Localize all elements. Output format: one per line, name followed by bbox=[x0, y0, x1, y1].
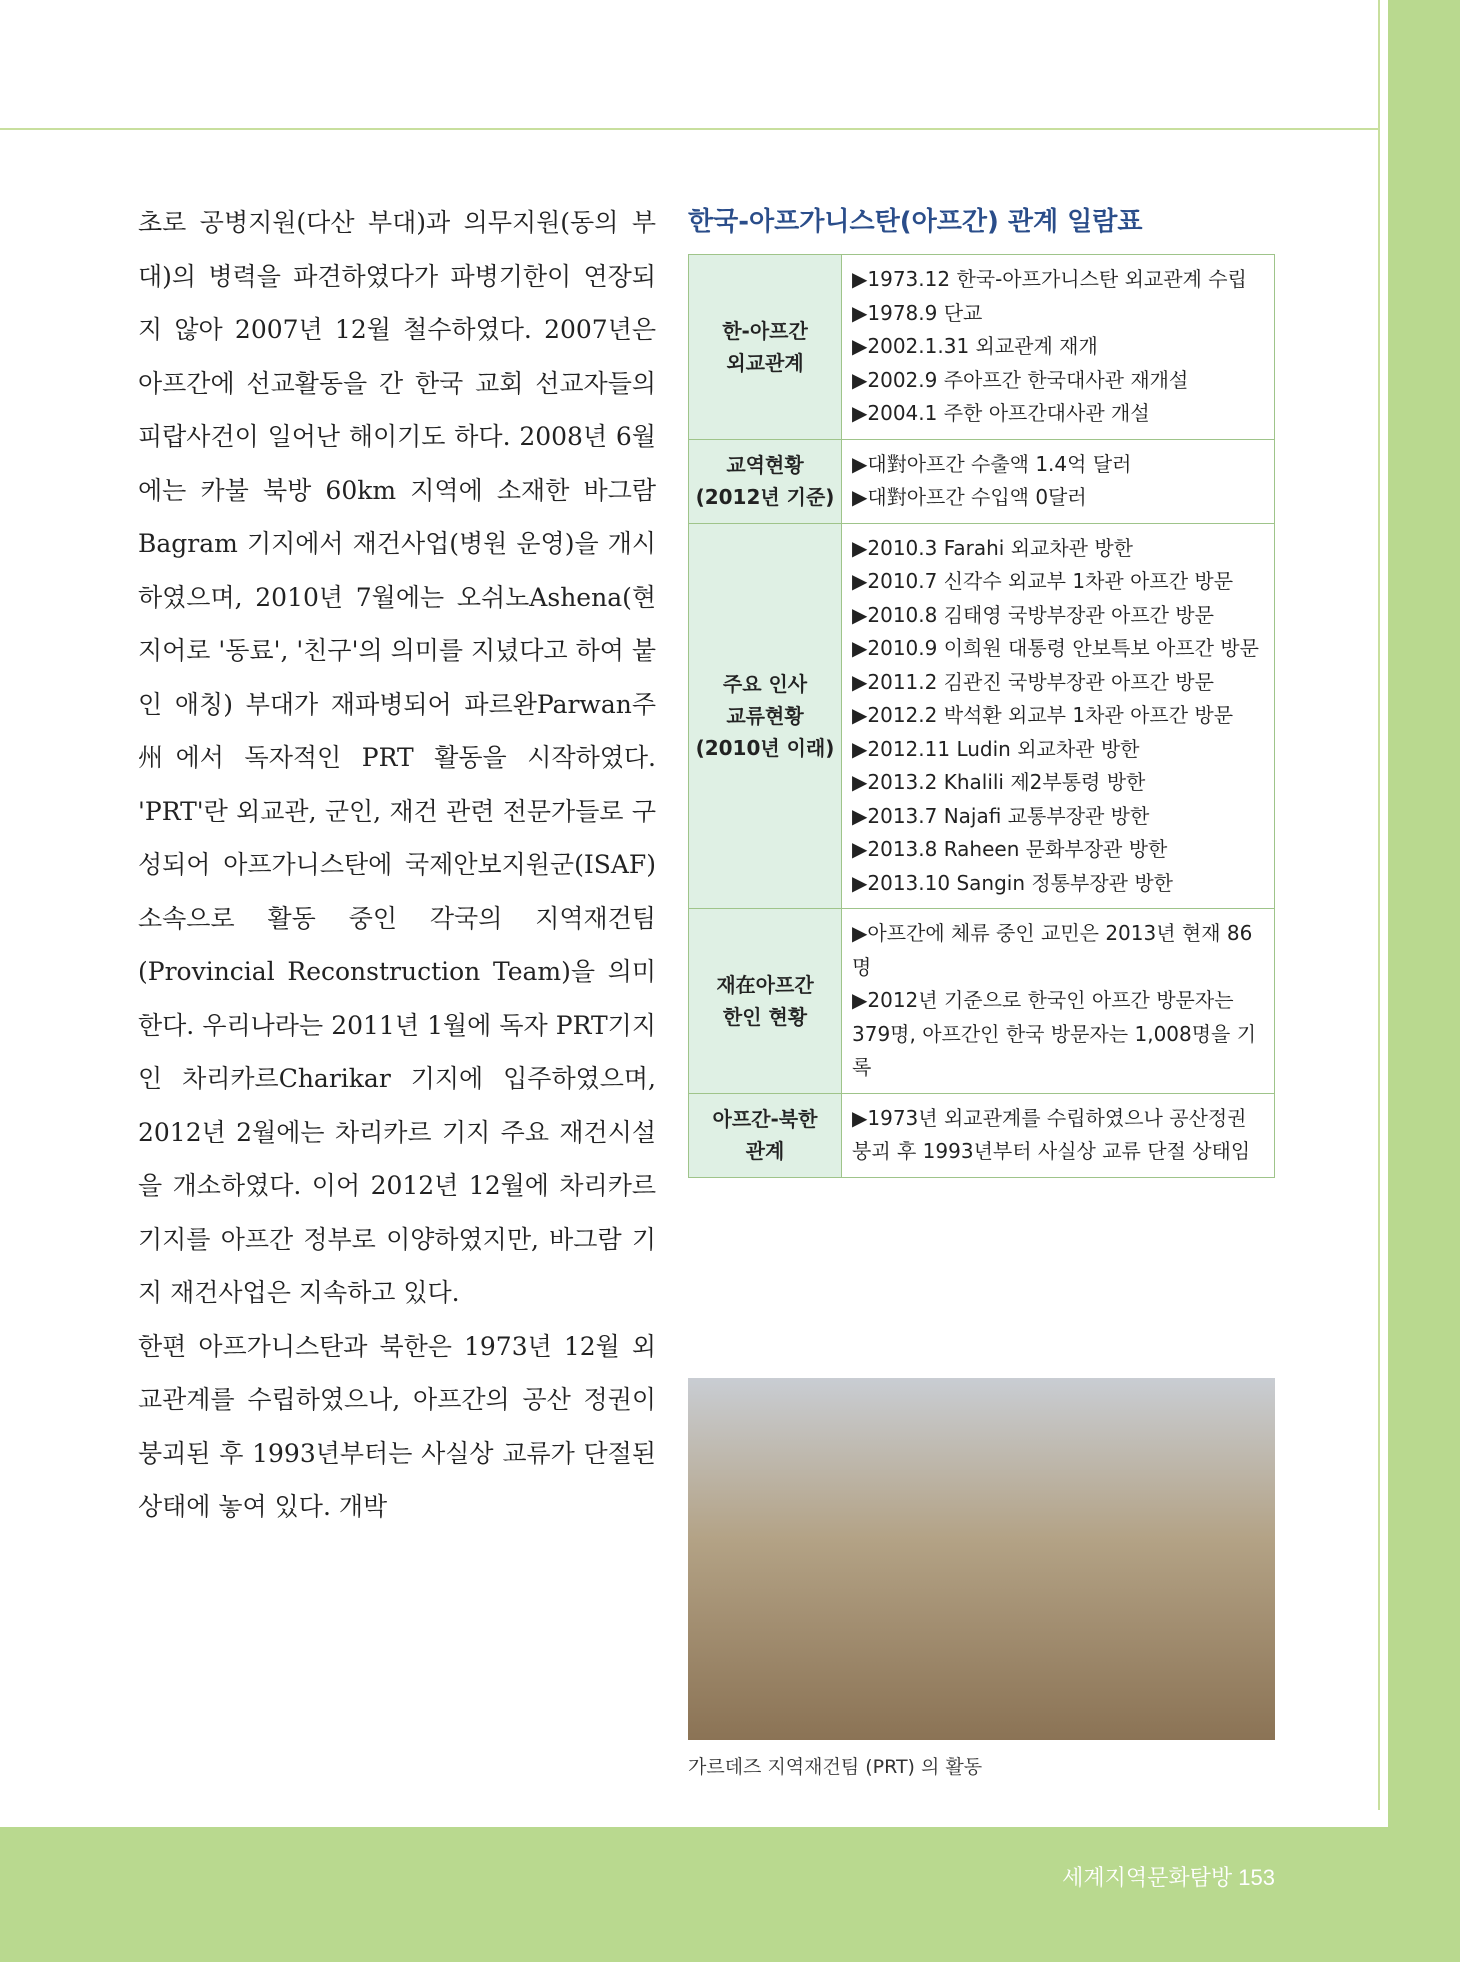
row-content: ▶1973.12 한국-아프가니스탄 외교관계 수립 ▶1978.9 단교 ▶2002.1.31 외교관계 재개 ▶2002.9 주아프간 한국대사관 재개설 ▶2004.1 주한 아프간대사관 개설 bbox=[842, 255, 1275, 440]
footer-page-label: 세계지역문화탐방 153 bbox=[1062, 1865, 1275, 1890]
row-label: 재在아프간 한인 현황 bbox=[689, 909, 842, 1094]
footer-band bbox=[0, 1827, 1460, 1962]
body-column bbox=[138, 196, 656, 1534]
table-row bbox=[689, 523, 1275, 909]
table-row bbox=[689, 255, 1275, 440]
row-content: ▶2010.3 Farahi 외교차관 방한 ▶2010.7 신각수 외교부 1차관 아프간 방문 ▶2010.8 김태영 국방부장관 아프간 방문 ▶2010.9 이희원 대통령 안보특보 아프간 방문 ▶2011.2 김관진 국방부장관 아프간 방문 ▶2012.2 박석환 외교부 1차관 아프간 방문 ▶2012.11 Ludin 외교차관 방한 ▶2013.2 Khalili 제2부통령 방한 ▶2013.7 Najafi 교통부장관 방한 ▶2013.8 Raheen 문화부장관 방한 ▶2013.10 Sangin 정통부장관 방한 bbox=[842, 523, 1275, 909]
table-row bbox=[689, 909, 1275, 1094]
row-label: 아프간-북한 관계 bbox=[689, 1093, 842, 1177]
photo-caption: 가르데즈 지역재건팀 (PRT) 의 활동 bbox=[688, 1756, 983, 1778]
header-rule bbox=[0, 128, 1380, 130]
row-label: 교역현황 (2012년 기준) bbox=[689, 439, 842, 523]
row-label: 주요 인사 교류현황 (2010년 이래) bbox=[689, 523, 842, 909]
row-content: ▶대對아프간 수출액 1.4억 달러 ▶대對아프간 수입액 0달러 bbox=[842, 439, 1275, 523]
relations-table bbox=[688, 254, 1275, 1178]
body-paragraph-1: 초로 공병지원(다산 부대)과 의무지원(동의 부대)의 병력을 파견하였다가 파병기한이 연장되지 않아 2007년 12월 철수하였다. 2007년은 아프간에 선교활동을 간 한국 교회 선교자들의 피랍사건이 일어난 해이기도 하다. 2008년 6월에는 카불 북방 60km 지역에 소재한 바그람Bagram 기지에서 재건사업(병원 운영)을 개시하였으며, 2010년 7월에는 오쉬노Ashena(현지어로 '동료', '친구'의 의미를 지녔다고 하여 붙인 애칭) 부대가 재파병되어 파르완Parwan주州에서 독자적인 PRT 활동을 시작하였다. 'PRT'란 외교관, 군인, 재건 관련 전문가들로 구성되어 아프가니스탄에 국제안보지원군(ISAF) 소속으로 활동 중인 각국의 지역재건팀(Provincial Reconstruction Team)을 의미한다. 우리나라는 2011년 1월에 독자 PRT기지인 차리카르Charikar 기지에 입주하였으며, 2012년 2월에는 차리카르 기지 주요 재건시설을 개소하였다. 이어 2012년 12월에 차리카르 기지를 아프간 정부로 이양하였지만, 바그람 기지 재건사업은 지속하고 있다. bbox=[138, 208, 656, 1307]
table-row bbox=[689, 1093, 1275, 1177]
table-row bbox=[689, 439, 1275, 523]
row-label: 한-아프간 외교관계 bbox=[689, 255, 842, 440]
row-content: ▶아프간에 체류 중인 교민은 2013년 현재 86명 ▶2012년 기준으로 한국인 아프간 방문자는 379명, 아프간인 한국 방문자는 1,008명을 기록 bbox=[842, 909, 1275, 1094]
body-paragraph-2: 한편 아프가니스탄과 북한은 1973년 12월 외교관계를 수립하였으나, 아프간의 공산 정권이 붕괴된 후 1993년부터는 사실상 교류가 단절된 상태에 놓여 있다. 개박 bbox=[138, 1331, 656, 1521]
row-content: ▶1973년 외교관계를 수립하였으나 공산정권 붕괴 후 1993년부터 사실상 교류 단절 상태임 bbox=[842, 1093, 1275, 1177]
prt-activity-photo bbox=[688, 1378, 1275, 1740]
right-margin-band bbox=[1388, 0, 1460, 1962]
frame-rule bbox=[1378, 0, 1380, 1810]
table-title: 한국-아프가니스탄(아프간) 관계 일람표 bbox=[688, 207, 1143, 237]
